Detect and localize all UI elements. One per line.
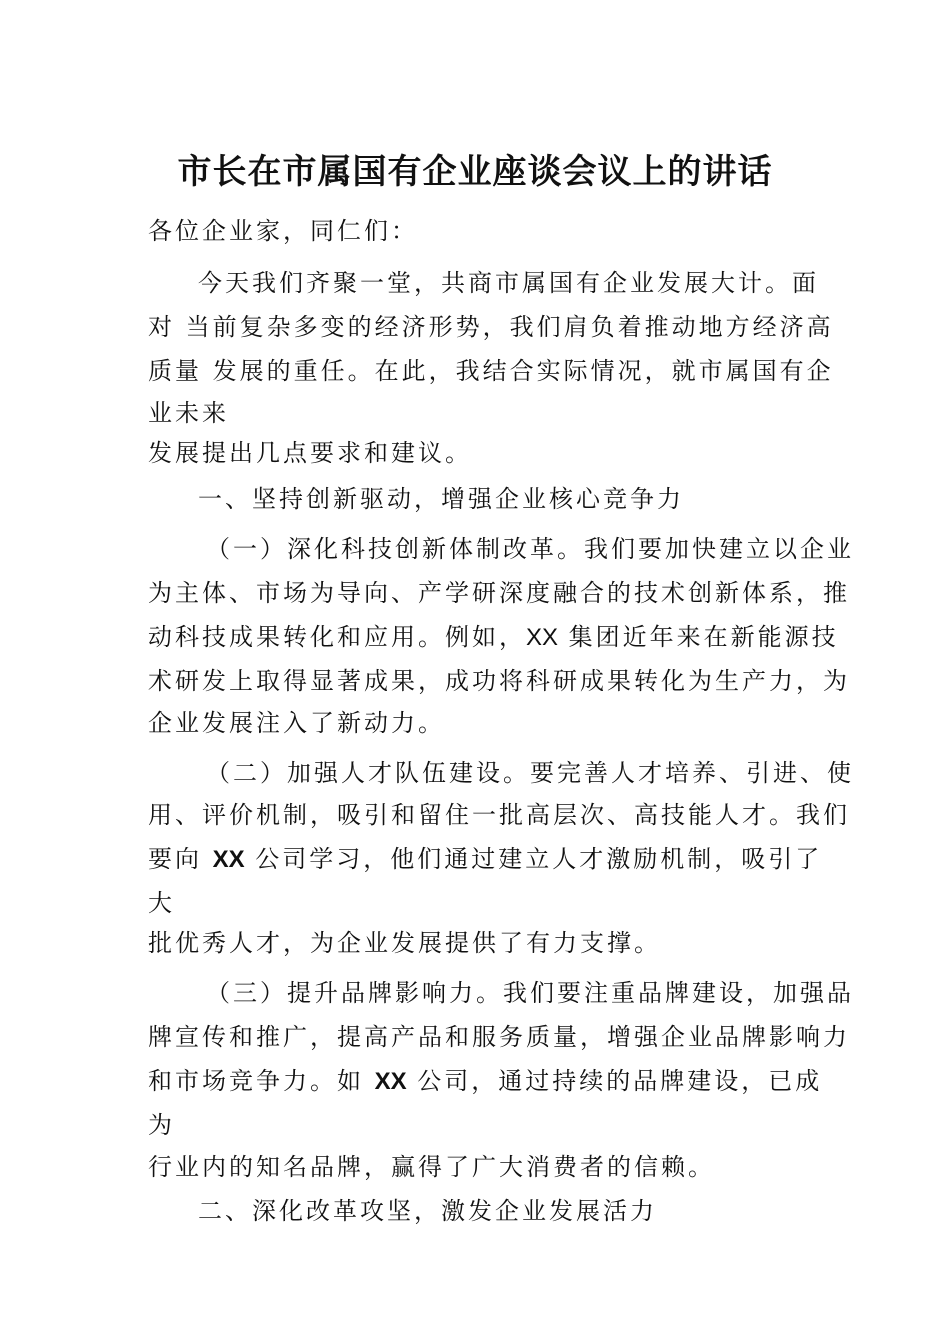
section2-line-5: 批优秀人才，为企业发展提供了有力支撑。 [148,929,661,957]
section1-line-3-post: 集团近年来在新能源技 [558,623,839,651]
section1-line-1: （一）深化科技创新体制改革。我们要加快建立以企业 [206,535,854,563]
section2-line-2: 用、评价机制，吸引和留住一批高层次、高技能人才。我们 [148,801,850,829]
section2-line-3-post: 公司学习，他们通过建立人才激励机制，吸引了 [244,845,823,873]
section2-line-1: （二）加强人才队伍建设。要完善人才培养、引进、使 [206,759,854,787]
salutation: 各位企业家，同仁们： [148,217,418,245]
section3-line-3 [148,1064,822,1099]
section3-line-2: 牌宣传和推广，提高产品和服务质量，增强企业品牌影响力 [148,1023,850,1051]
section3-line-4: 为 [148,1111,175,1139]
section1-line-3-pre: 动科技成果转化和应用。例如， [148,623,526,651]
heading-2: 二、深化改革攻坚，激发企业发展活力 [198,1197,657,1225]
company-placeholder: XX [526,624,559,651]
intro-line-1: 今天我们齐聚一堂，共商市属国有企业发展大计。面 [198,269,819,297]
section1-line-3 [148,620,839,655]
section3-line-3-post: 公司，通过持续的品牌建设，已成 [406,1067,823,1095]
company-placeholder: XX [212,846,245,873]
section3-line-5: 行业内的知名品牌，赢得了广大消费者的信赖。 [148,1153,715,1181]
section1-line-4: 术研发上取得显著成果，成功将科研成果转化为生产力，为 [148,667,850,695]
document-title: 市长在市属国有企业座谈会议上的讲话 [177,152,773,192]
section3-line-3-pre: 和市场竞争力。如 [148,1067,375,1095]
section1-line-5: 企业发展注入了新动力。 [148,709,445,737]
section3-line-1: （三）提升品牌影响力。我们要注重品牌建设，加强品 [206,979,854,1007]
intro-line-3: 质量 发展的重任。在此，我结合实际情况，就市属国有企 [148,357,834,385]
company-placeholder: XX [374,1068,407,1095]
section2-line-4: 大 [148,889,175,917]
intro-line-2: 对 当前复杂多变的经济形势，我们肩负着推动地方经济高 [148,313,834,341]
intro-line-5: 发展提出几点要求和建议。 [148,439,472,467]
intro-line-4: 业未来 [148,399,229,427]
section2-line-3 [148,842,822,877]
section2-line-3-pre: 要向 [148,845,213,873]
section1-line-2: 为主体、市场为导向、产学研深度融合的技术创新体系，推 [148,579,850,607]
heading-1: 一、坚持创新驱动，增强企业核心竞争力 [198,485,684,513]
